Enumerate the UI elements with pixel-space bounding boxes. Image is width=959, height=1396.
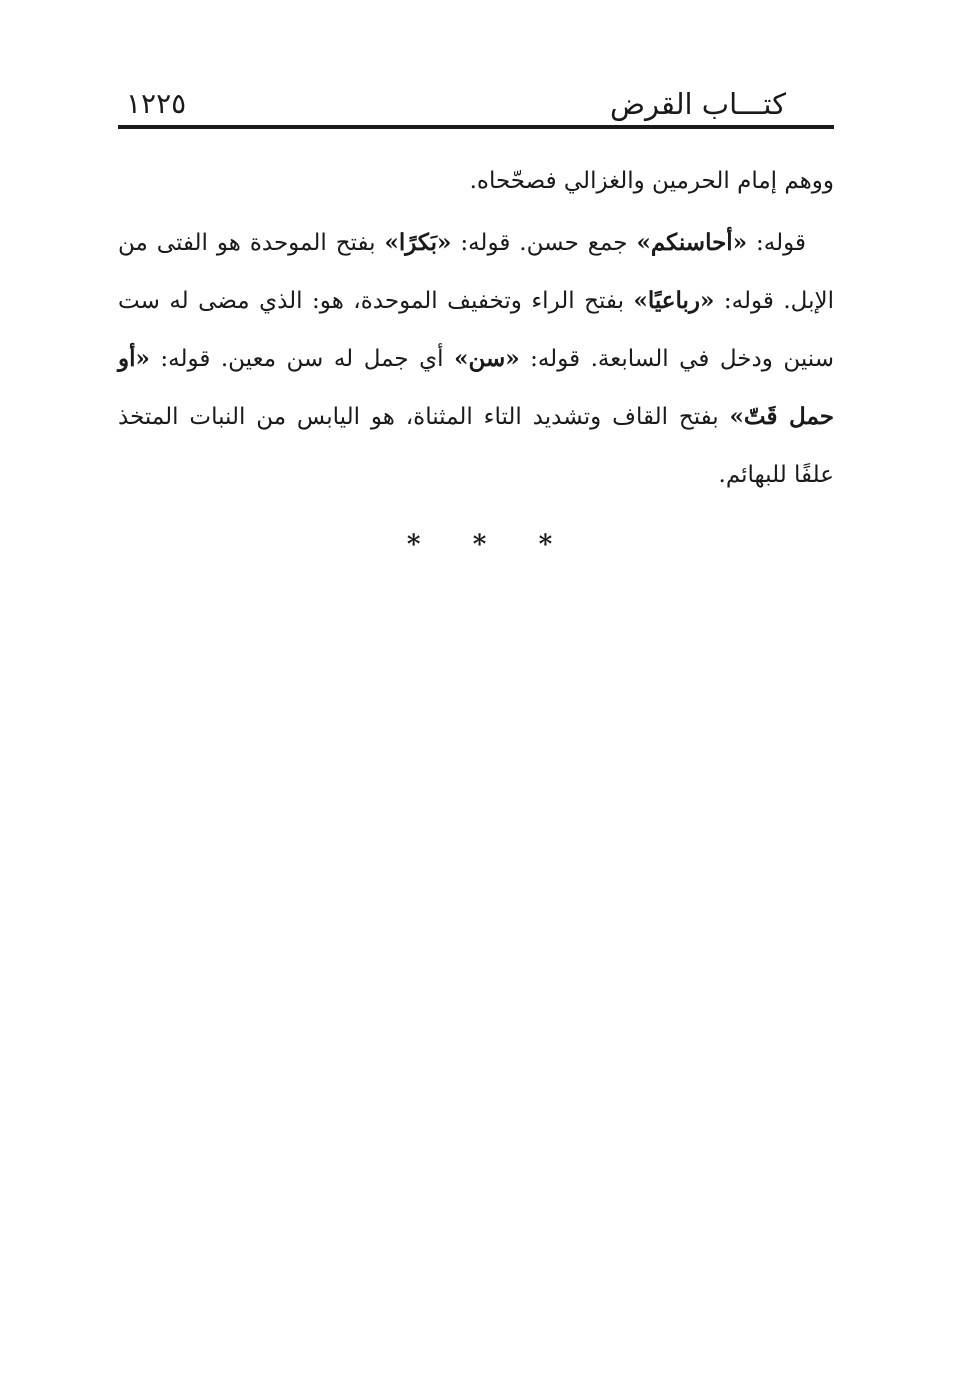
separator-star: * [406,530,421,560]
quoted-term: «رباعيًا» [633,287,715,314]
page-header [118,82,834,128]
text-run: بفتح الراء وتخفيف الموحدة، هو: الذي مضى له ست سنين ودخل في السابعة. قوله: [118,288,834,372]
text-run: قوله: [747,230,806,256]
paragraph-1 [118,152,834,210]
body-text [118,152,834,504]
paragraph-1-text: ووهم إمام الحرمين والغزالي فصحّحاه. [469,168,834,194]
header-rule [118,125,834,129]
text-run: أي جمل له سن معين. قوله: [149,346,455,372]
quoted-term: «أو حمل قَتّ» [118,345,834,430]
quoted-term: «أحاسنكم» [636,229,748,256]
text-run: بفتح القاف وتشديد التاء المثناة، هو اليابس من النبات المتخذ علفًا للبهائم. [118,404,834,488]
text-run: بفتح الموحدة هو الفتى من الإبل. قوله: [118,230,835,314]
paragraph-2 [118,214,834,504]
separator-star: * [472,530,487,560]
separator-star: * [538,530,553,560]
quoted-term: «سن» [454,345,520,372]
section-separator [0,530,959,560]
text-run: جمع حسن. قوله: [451,230,637,256]
chapter-title: كتـــاب القرض [609,87,786,121]
page-number: ١٢٢٥ [126,87,187,120]
quoted-term: «بَكرًا» [384,229,452,256]
